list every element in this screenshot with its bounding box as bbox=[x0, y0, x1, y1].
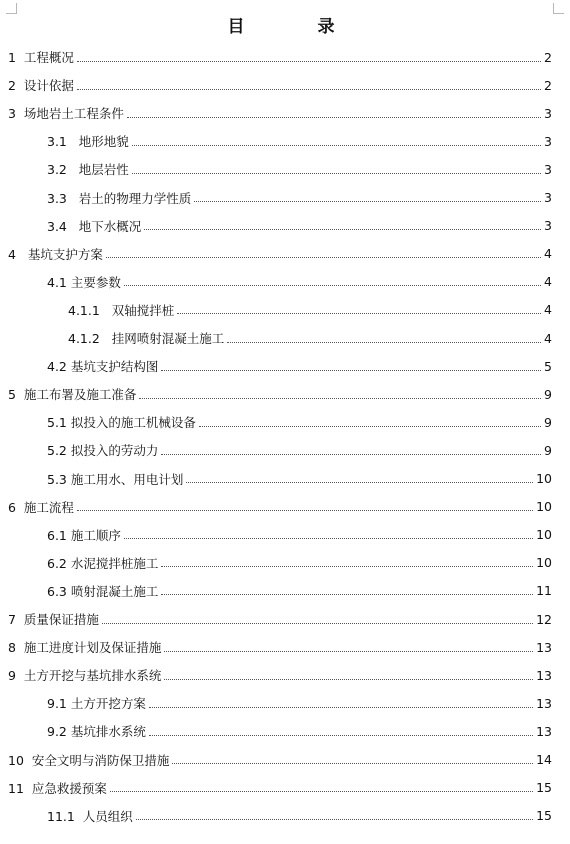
toc-entry-page-number: 4 bbox=[544, 302, 552, 318]
toc-entry[interactable] bbox=[0, 436, 570, 464]
toc-entry-label: 5.2 拟投入的劳动力 bbox=[47, 443, 159, 459]
toc-entry-page-number: 13 bbox=[536, 723, 552, 739]
toc-entry-page-number: 11 bbox=[536, 583, 552, 599]
toc-entry-label: 10 安全文明与消防保卫措施 bbox=[8, 752, 170, 768]
toc-entry[interactable] bbox=[0, 746, 570, 774]
toc-entry[interactable] bbox=[0, 240, 570, 268]
toc-entry[interactable] bbox=[0, 212, 570, 240]
toc-entry-page-number: 2 bbox=[544, 49, 552, 65]
dot-leader bbox=[194, 201, 541, 202]
toc-entry[interactable] bbox=[0, 324, 570, 352]
toc-entry[interactable] bbox=[0, 605, 570, 633]
toc-entry[interactable] bbox=[0, 661, 570, 689]
toc-entry-label: 6 施工流程 bbox=[8, 499, 74, 515]
dot-leader bbox=[139, 398, 541, 399]
toc-entry-label: 3 场地岩土工程条件 bbox=[8, 106, 124, 122]
toc-entry-label: 4.2 基坑支护结构图 bbox=[47, 359, 159, 375]
dot-leader bbox=[127, 117, 541, 118]
toc-entry-page-number: 3 bbox=[544, 105, 552, 121]
toc-entry-label: 9.1 土方开挖方案 bbox=[47, 696, 146, 712]
toc-entry[interactable] bbox=[0, 296, 570, 324]
toc-entry[interactable] bbox=[0, 493, 570, 521]
toc-entry[interactable] bbox=[0, 155, 570, 183]
dot-leader bbox=[132, 173, 541, 174]
dot-leader bbox=[186, 482, 533, 483]
toc-entry-label: 9 土方开挖与基坑排水系统 bbox=[8, 668, 162, 684]
toc-title: 目 录 bbox=[227, 17, 363, 37]
toc-entry[interactable] bbox=[0, 774, 570, 802]
toc-entry-page-number: 9 bbox=[544, 386, 552, 402]
toc-entry-page-number: 13 bbox=[536, 695, 552, 711]
toc-entry-page-number: 14 bbox=[536, 752, 552, 767]
toc-entry-label: 8 施工进度计划及保证措施 bbox=[8, 640, 162, 656]
toc-entry[interactable] bbox=[0, 549, 570, 577]
toc-entry-page-number: 3 bbox=[544, 133, 552, 149]
toc-entry[interactable] bbox=[0, 380, 570, 408]
toc-entry-label: 3.3 岩土的物理力学性质 bbox=[47, 190, 192, 206]
dot-leader bbox=[124, 538, 533, 539]
toc-entry-label: 1 工程概况 bbox=[8, 50, 74, 65]
toc-entry-label: 4 基坑支护方案 bbox=[8, 246, 103, 262]
toc-entry-label: 9.2 基坑排水系统 bbox=[47, 724, 146, 740]
toc-entry[interactable] bbox=[0, 633, 570, 661]
toc-entry-page-number: 4 bbox=[544, 246, 552, 262]
toc-entry-label: 3.4 地下水概况 bbox=[47, 218, 142, 234]
toc-entry[interactable] bbox=[0, 43, 570, 71]
toc-entry[interactable] bbox=[0, 689, 570, 717]
toc-entry-page-number: 15 bbox=[536, 808, 552, 824]
dot-leader bbox=[149, 735, 533, 736]
dot-leader bbox=[161, 594, 533, 595]
toc-entry-page-number: 4 bbox=[544, 274, 552, 290]
dot-leader bbox=[106, 257, 541, 258]
toc-entry[interactable] bbox=[0, 184, 570, 212]
dot-leader bbox=[161, 454, 541, 455]
toc-entry-label: 4.1.1 双轴搅拌桩 bbox=[68, 302, 175, 318]
toc-entry-label: 7 质量保证措施 bbox=[8, 612, 99, 627]
dot-leader bbox=[136, 819, 533, 820]
toc-entry-label: 2 设计依据 bbox=[8, 78, 74, 94]
dot-leader bbox=[149, 707, 533, 708]
toc-entry-page-number: 15 bbox=[536, 780, 552, 796]
toc-entry-page-number: 4 bbox=[544, 330, 552, 346]
toc-entry-page-number: 10 bbox=[536, 499, 552, 515]
toc-entry-page-number: 12 bbox=[536, 611, 552, 627]
dot-leader bbox=[161, 370, 541, 371]
toc-entry[interactable] bbox=[0, 352, 570, 380]
toc-entry[interactable] bbox=[0, 465, 570, 493]
dot-leader bbox=[77, 89, 541, 90]
dot-leader bbox=[132, 145, 541, 146]
toc-entry[interactable] bbox=[0, 71, 570, 99]
toc-entry-page-number: 10 bbox=[536, 471, 552, 486]
toc-entry-page-number: 9 bbox=[544, 442, 552, 458]
toc-entry-page-number: 5 bbox=[544, 358, 552, 374]
dot-leader bbox=[199, 426, 541, 427]
toc-entry-label: 6.3 喷射混凝土施工 bbox=[47, 583, 159, 599]
dot-leader bbox=[227, 342, 541, 343]
toc-entry-label: 5.3 施工用水、用电计划 bbox=[47, 471, 184, 487]
toc-entry-page-number: 9 bbox=[544, 414, 552, 430]
dot-leader bbox=[77, 61, 541, 62]
toc-entry-label: 6.1 施工顺序 bbox=[47, 527, 121, 543]
dot-leader bbox=[144, 229, 541, 230]
toc-entry-label: 6.2 水泥搅拌桩施工 bbox=[47, 555, 159, 571]
dot-leader bbox=[161, 566, 533, 567]
dot-leader bbox=[164, 651, 533, 652]
dot-leader bbox=[102, 623, 533, 624]
toc-entry-label: 4.1 主要参数 bbox=[47, 274, 121, 290]
dot-leader bbox=[77, 510, 533, 511]
toc-entry[interactable] bbox=[0, 268, 570, 296]
toc-entry-label: 3.2 地层岩性 bbox=[47, 162, 129, 178]
toc-entry-label: 4.1.2 挂网喷射混凝土施工 bbox=[68, 331, 225, 346]
toc-entry[interactable] bbox=[0, 577, 570, 605]
dot-leader bbox=[164, 679, 533, 680]
toc-entry-page-number: 10 bbox=[536, 555, 552, 571]
toc-entry-label: 11 应急救援预案 bbox=[8, 780, 107, 796]
dot-leader bbox=[124, 285, 541, 286]
toc-entry[interactable] bbox=[0, 127, 570, 155]
dot-leader bbox=[172, 763, 533, 764]
toc-entry-page-number: 2 bbox=[544, 77, 552, 93]
toc-entry-page-number: 3 bbox=[544, 218, 552, 234]
toc-entry[interactable] bbox=[0, 802, 570, 830]
toc-entry-label: 5 施工布署及施工准备 bbox=[8, 387, 137, 403]
toc-entry-page-number: 10 bbox=[536, 527, 552, 543]
toc-entry-label: 3.1 地形地貌 bbox=[47, 134, 129, 150]
toc-entry-page-number: 13 bbox=[536, 667, 552, 683]
toc-entry[interactable] bbox=[0, 408, 570, 436]
toc-entry[interactable] bbox=[0, 521, 570, 549]
toc-entry-page-number: 13 bbox=[536, 639, 552, 655]
dot-leader bbox=[177, 313, 541, 314]
toc-entry-page-number: 3 bbox=[544, 190, 552, 205]
toc-entry[interactable] bbox=[0, 717, 570, 745]
toc-entry-label: 5.1 拟投入的施工机械设备 bbox=[47, 415, 196, 431]
toc-entry[interactable] bbox=[0, 99, 570, 127]
toc-entry-page-number: 3 bbox=[544, 161, 552, 177]
dot-leader bbox=[110, 791, 533, 792]
toc-entry-label: 11.1 人员组织 bbox=[47, 808, 133, 824]
